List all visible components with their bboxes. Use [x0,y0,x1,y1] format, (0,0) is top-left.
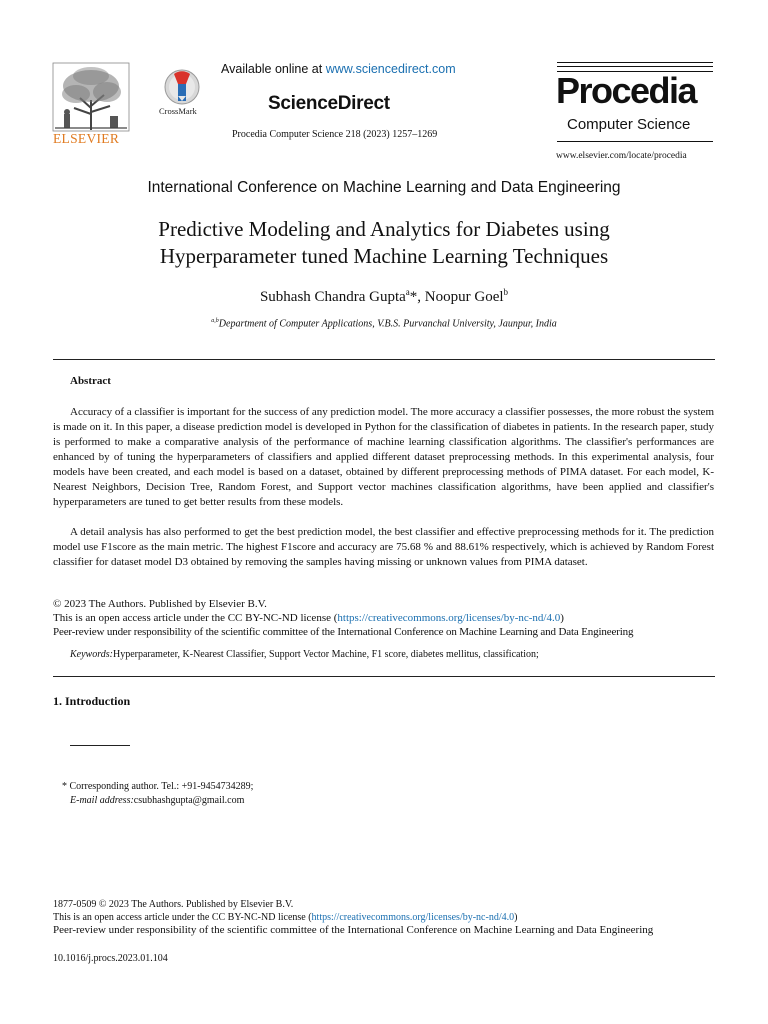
available-online [221,62,456,76]
procedia-rule [557,62,713,63]
footer-peer-review: Peer-review under responsibility of the scientific committee of the International Conference on Machine Learning and Data Engineering [53,924,654,936]
email-label: E-mail address: [70,795,134,806]
section-divider [53,359,715,360]
keywords-label: Keywords: [70,649,113,660]
footer-license [53,911,517,924]
footer-doi[interactable]: 10.1016/j.procs.2023.01.104 [53,953,168,964]
author-superscript: a [405,287,410,297]
crossmark-label: CrossMark [159,106,197,116]
footer-license-suffix: ) [514,912,518,923]
procedia-rule [557,141,713,142]
journal-subtitle: Computer Science [567,116,691,133]
journal-reference: Procedia Computer Science 218 (2023) 1257–1269 [232,129,438,140]
author-name: Noopur Goel [424,289,504,305]
email-address[interactable]: csubhashgupta@gmail.com [133,795,245,806]
abstract-heading: Abstract [70,375,111,387]
peer-review-line: Peer-review under responsibility of the scientific committee of the International Conference on Machine Learning and Data Engineering [53,626,634,638]
footer-issn: 1877-0509 © 2023 The Authors. Published by Elsevier B.V. [53,899,294,910]
footer-license-link[interactable]: https://creativecommons.org/licenses/by-nc-nd/4.0 [311,912,515,923]
abstract-paragraph: A detail analysis has also performed to get the best prediction model, the best classifier and effective preprocessing methods for it. The prediction model use F1score as the main metric. The highest F1score and accuracy are 75.68 % and 88.61% respectively, which is achieved by Random Forest classifier for dataset model D3 obtained by removing the samples having missing or unknown values from PIMA dataset. [53,526,714,568]
available-prefix: Available online at [221,62,326,76]
affiliation [0,318,768,329]
corresponding-mark: * [409,289,418,305]
footer-license-prefix: This is an open access article under the CC BY-NC-ND license ( [53,912,312,923]
license-line [53,611,564,626]
corresponding-author-note: * Corresponding author. Tel.: +91-9454734289; [62,781,254,792]
keywords [70,649,539,660]
affiliation-superscript: a,b [211,318,219,324]
author-name: Subhash Chandra Gupta [259,289,406,305]
license-suffix: ) [560,612,564,624]
copyright-line: © 2023 The Authors. Published by Elsevier B.V. [53,598,267,610]
paper-title [80,216,688,270]
sciencedirect-wordmark: ScienceDirect [268,93,390,114]
sciencedirect-link[interactable]: www.sciencedirect.com [325,62,456,76]
author-separator: , [417,289,425,305]
section-heading: 1. Introduction [53,694,131,708]
publisher-wordmark: ELSEVIER [53,131,120,146]
affiliation-text: Department of Computer Applications, V.B.S. Purvanchal University, Jaunpur, India [218,318,557,330]
abstract-paragraph: Accuracy of a classifier is important for the success of any prediction model. The more accuracy a classifier possesses, the more robust the system is made on it. In this paper, a disease prediction model is developed in Python for the classification of diabetes in patients. In the research paper, study is performed to make a comparative analysis of the performance of machine learning classification algorithms. The classifier's performances are enhanced by of tuning the hyperparameters of classifiers and applied different dataset preprocessing methods. In this experimental analysis, four models have been created, and each model is based on a dataset, obtained by different preprocessing methods of PIMA dataset. For each model, K-Nearest Neighbors, Decision Tree, Random Forest, and Support vector machines classification algorithms, have been applied and classifier's hyperparameters are tuned to get better results from these models. [53,406,714,508]
author-superscript: b [503,287,509,297]
footnote-rule [70,745,130,746]
license-link[interactable]: https://creativecommons.org/licenses/by-nc-nd/4.0 [337,612,561,624]
email-note [70,795,244,806]
conference-name: International Conference on Machine Learning and Data Engineering [147,179,621,196]
author-list [0,287,768,306]
journal-wordmark: Procedia [556,70,697,111]
procedia-rule [557,66,713,67]
title-line-2: Hyperparameter tuned Machine Learning Techniques [159,244,609,268]
keywords-text: Hyperparameter, K-Nearest Classifier, Support Vector Machine, F1 score, diabetes mellitus, classification; [112,649,539,660]
title-line-1: Predictive Modeling and Analytics for Diabetes using [158,217,610,241]
license-prefix: This is an open access article under the CC BY-NC-ND license ( [53,612,338,624]
journal-url[interactable]: www.elsevier.com/locate/procedia [556,151,687,161]
section-divider [53,676,715,677]
